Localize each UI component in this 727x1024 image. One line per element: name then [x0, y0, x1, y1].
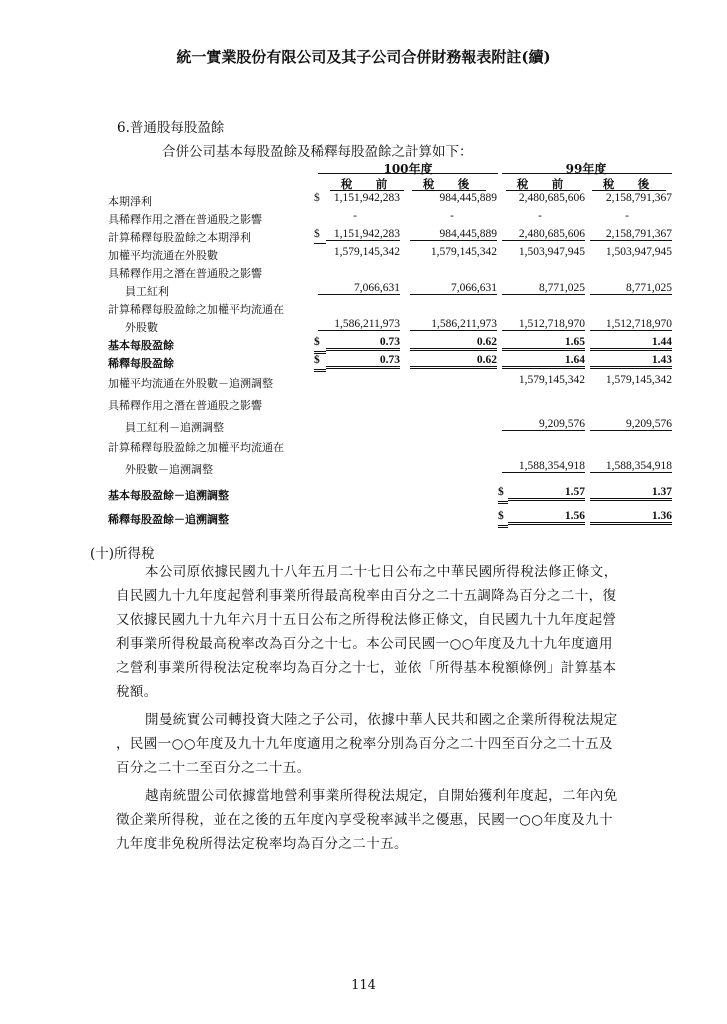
- row-label: 本期淨利: [108, 195, 152, 208]
- underline-extension: [314, 243, 326, 244]
- underline-extension: [498, 501, 508, 504]
- table-cell: 1,588,354,918: [502, 460, 585, 473]
- table-cell: -: [625, 210, 629, 222]
- table-cell: 9,209,576: [590, 418, 672, 431]
- table-cell: 1,586,211,973: [318, 318, 400, 331]
- column-header-rule: [330, 190, 404, 191]
- currency-symbol: $: [314, 354, 320, 366]
- row-label: 員工紅利: [125, 285, 169, 298]
- column-header-1: 稅 前: [340, 177, 394, 191]
- table-cell: 7,066,631: [318, 282, 400, 295]
- table-cell: 8,771,025: [502, 282, 585, 295]
- row-label: 稀釋每股盈餘: [108, 357, 174, 370]
- table-cell: -: [450, 210, 454, 222]
- table-cell: 7,066,631: [410, 282, 497, 295]
- currency-symbol: $: [314, 192, 320, 204]
- table-cell: 1,151,942,283: [333, 192, 400, 204]
- currency-symbol: $: [314, 336, 320, 348]
- section-intro-eps: 合併公司基本每股盈餘及稀釋每股盈餘之計算如下：: [162, 144, 473, 160]
- row-label: 具稀釋作用之潛在普通股之影響: [108, 399, 262, 412]
- tax-paragraph-2-line-2: ，民國一○○年度及九十九年度適用之稅率分別為百分之二十四至百分之二十五及: [116, 736, 613, 752]
- currency-symbol: $: [498, 510, 504, 522]
- row-label: 計算稀釋每股盈餘之本期淨利: [108, 231, 251, 244]
- tax-paragraph-1-line-4: 利事業所得稅最高稅率改為百分之十七。本公司民國一○○年度及九十九年度適用: [116, 636, 613, 652]
- tax-paragraph-1-line-6: 稅額。: [116, 684, 158, 700]
- column-header-2: 稅 後: [422, 177, 476, 191]
- row-label: 加權平均流通在外股數－追溯調整: [108, 377, 273, 390]
- table-cell: 0.73: [326, 336, 400, 351]
- row-label: 計算稀釋每股盈餘之加權平均流通在: [108, 441, 284, 454]
- table-cell: 1,579,145,342: [605, 374, 672, 386]
- period-rule-100: [318, 173, 498, 174]
- table-cell: 1.65: [502, 336, 585, 351]
- page-title: 統一實業股份有限公司及其子公司合併財務報表附註(續): [176, 48, 551, 66]
- table-cell: 9,209,576: [502, 418, 585, 431]
- table-cell: 1,512,718,970: [590, 318, 672, 331]
- section-heading-eps: 6.普通股每股盈餘: [117, 120, 225, 136]
- tax-paragraph-3-line-3: 九年度非免稅所得法定稅率均為百分之二十五。: [116, 836, 408, 852]
- table-cell: 2,480,685,606: [502, 228, 585, 241]
- tax-paragraph-3-line-1: 越南統盟公司依據當地營利事業所得稅法規定，自開始獲利年度起，二年內免: [145, 788, 618, 804]
- column-header-4: 稅 後: [602, 177, 656, 191]
- table-cell: 2,158,791,367: [590, 228, 672, 241]
- table-cell: 1.44: [590, 336, 672, 351]
- row-label: 稀釋每股盈餘－追溯調整: [108, 513, 229, 526]
- table-cell: 1.37: [590, 486, 672, 501]
- tax-paragraph-1-line-3: 又依據民國九十九年六月十五日公布之所得稅法修正條文，自民國九十九年度起營: [116, 612, 617, 628]
- row-label: 加權平均流通在外股數: [108, 249, 218, 262]
- tax-paragraph-1-line-2: 自民國九十九年度起營利事業所得最高稅率由百分之二十五調降為百分之二十，復: [116, 588, 617, 604]
- table-cell: 1.43: [590, 354, 672, 369]
- table-cell: 1,579,145,342: [518, 374, 585, 386]
- table-cell: 1.56: [508, 510, 585, 525]
- currency-symbol: $: [314, 228, 320, 240]
- table-cell: 1,579,145,342: [430, 246, 497, 258]
- currency-symbol: $: [498, 486, 504, 498]
- table-cell: 1.57: [508, 486, 585, 501]
- table-cell: -: [353, 210, 357, 222]
- table-cell: 0.62: [410, 354, 497, 369]
- tax-paragraph-2-line-1: 開曼統實公司轉投資大陸之子公司，依據中華人民共和國之企業所得稅法規定: [145, 712, 618, 728]
- table-cell: 1.36: [590, 510, 672, 525]
- underline-extension: [498, 525, 508, 528]
- table-cell: 1,588,354,918: [590, 460, 672, 473]
- table-cell: 1,579,145,342: [333, 246, 400, 258]
- table-cell: 1,503,947,945: [605, 246, 672, 258]
- underline-extension: [314, 369, 326, 372]
- column-header-3: 稅 前: [516, 177, 570, 191]
- table-cell: 8,771,025: [590, 282, 672, 295]
- table-cell: 0.62: [410, 336, 497, 351]
- row-label: 外股數: [125, 321, 158, 334]
- column-header-rule: [592, 190, 666, 191]
- table-cell: 2,480,685,606: [518, 192, 585, 204]
- table-cell: 984,445,889: [410, 228, 497, 241]
- table-cell: 1,151,942,283: [326, 228, 400, 241]
- period-header-99: 99年度: [565, 162, 607, 176]
- table-cell: 2,158,791,367: [605, 192, 672, 204]
- table-cell: 1,512,718,970: [502, 318, 585, 331]
- row-label: 基本每股盈餘: [108, 339, 174, 352]
- row-label: 具稀釋作用之潛在普通股之影響: [108, 267, 262, 280]
- row-label: 基本每股盈餘－追溯調整: [108, 489, 229, 502]
- table-cell: 1.64: [502, 354, 585, 369]
- row-label: 員工紅利－追溯調整: [125, 421, 224, 434]
- column-header-rule: [412, 190, 486, 191]
- tax-paragraph-3-line-2: 徵企業所得稅，並在之後的五年度內享受稅率減半之優惠，民國一○○年度及九十: [116, 812, 613, 828]
- tax-paragraph-2-line-3: 百分之二十二至百分之二十五。: [116, 760, 311, 776]
- table-cell: 984,445,889: [439, 192, 497, 204]
- table-cell: 0.73: [326, 354, 400, 369]
- column-header-rule: [506, 190, 580, 191]
- period-rule-99: [502, 173, 672, 174]
- period-header-100: 100年度: [383, 162, 433, 176]
- tax-paragraph-1-line-1: 本公司原依據民國九十八年五月二十七日公布之中華民國所得稅法修正條文，: [145, 564, 618, 580]
- table-cell: -: [538, 210, 542, 222]
- page-number: 114: [351, 978, 376, 993]
- row-label: 具稀釋作用之潛在普通股之影響: [108, 213, 262, 226]
- row-label: 外股數－追溯調整: [125, 463, 213, 476]
- section-heading-income-tax: (十)所得稅: [90, 546, 155, 562]
- row-label: 計算稀釋每股盈餘之加權平均流通在: [108, 303, 284, 316]
- table-cell: 1,586,211,973: [410, 318, 497, 331]
- tax-paragraph-1-line-5: 之營利事業所得稅法定稅率均為百分之十七，並依「所得基本稅額條例」計算基本: [116, 660, 617, 676]
- table-cell: 1,503,947,945: [518, 246, 585, 258]
